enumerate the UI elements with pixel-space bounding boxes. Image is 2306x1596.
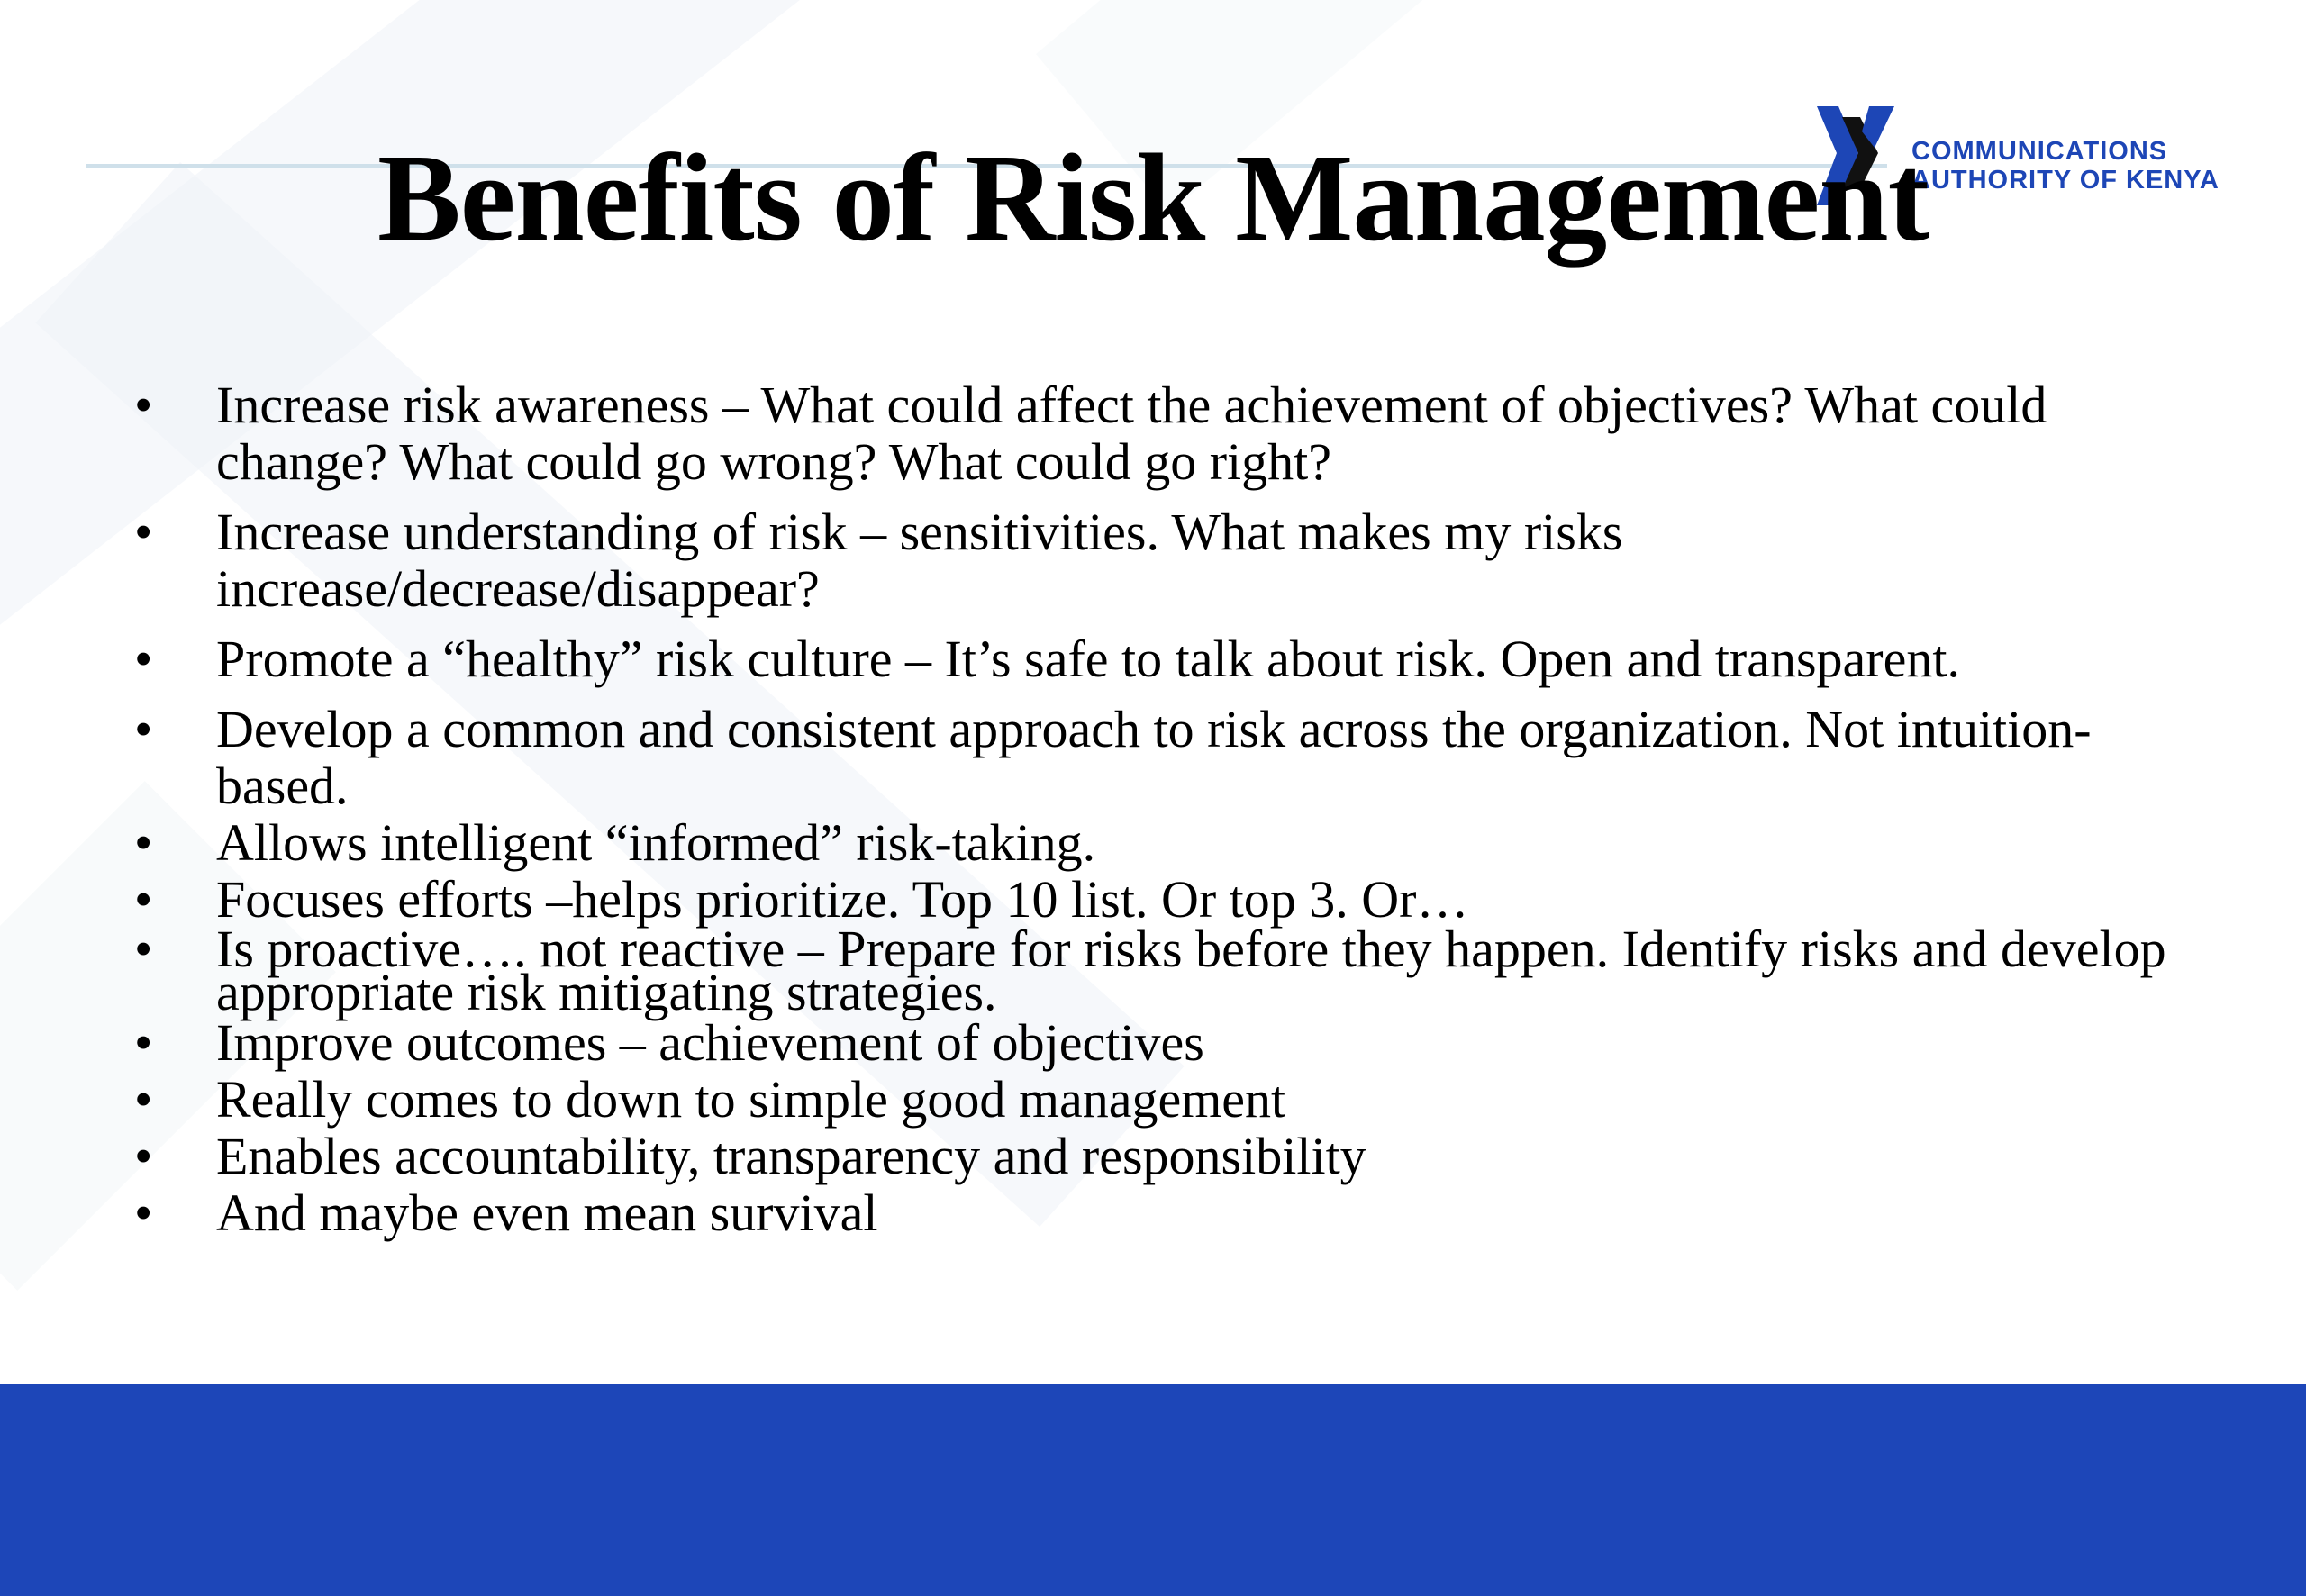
bullet-item <box>131 701 2184 814</box>
bullet-marker: • <box>134 700 153 758</box>
bullet-item <box>131 503 2184 617</box>
bullet-marker: • <box>134 1127 153 1185</box>
bullet-text: Really comes to down to simple good management <box>216 1070 1286 1129</box>
bullet-text: Increase risk awareness – What could affect the achievement of objectives? What could change? What could go wrong? What could go right? <box>216 376 2047 491</box>
bullet-text: Promote a “healthy” risk culture – It’s safe to talk about risk. Open and transparent. <box>216 630 1960 688</box>
bullet-item <box>131 1071 2184 1128</box>
bullet-text: Is proactive…. not reactive – Prepare for risks before they happen. Identify risks and develop appropriate risk mitigating strategies. <box>216 920 2166 1021</box>
slide-title: Benefits of Risk Management <box>377 129 1929 268</box>
bullet-item <box>131 1184 2184 1241</box>
bullet-marker: • <box>134 376 153 434</box>
bullet-marker: • <box>134 630 153 688</box>
bullet-item <box>131 1128 2184 1184</box>
bullet-text: Increase understanding of risk – sensitivities. What makes my risks increase/decrease/disappear? <box>216 503 1623 618</box>
bullet-marker: • <box>134 1013 153 1072</box>
bullet-marker: • <box>134 1183 153 1242</box>
bullet-text: Improve outcomes – achievement of objectives <box>216 1013 1204 1072</box>
bullet-text: Focuses efforts –helps prioritize. Top 10 list. Or top 3. Or… <box>216 870 1469 929</box>
logo-line-2: AUTHORITY OF KENYA <box>1911 166 2220 195</box>
bullet-item <box>131 920 2184 1021</box>
bullet-list <box>131 376 2184 1241</box>
bullet-item <box>131 376 2184 490</box>
bullet-marker: • <box>134 1070 153 1129</box>
bullet-item <box>131 630 2184 687</box>
bullet-text: Allows intelligent “informed” risk-taking. <box>216 813 1096 872</box>
bullet-text: And maybe even mean survival <box>216 1183 878 1242</box>
logo-line-1: COMMUNICATIONS <box>1911 137 2168 166</box>
bullet-text: Develop a common and consistent approach to risk across the organization. Not intuition-based. <box>216 700 2092 815</box>
bullet-marker: • <box>134 813 153 872</box>
bullet-marker: • <box>134 870 153 929</box>
bullet-marker: • <box>134 920 153 978</box>
bullet-text: Enables accountability, transparency and responsibility <box>216 1127 1366 1185</box>
bullet-item <box>131 814 2184 871</box>
footer-band <box>0 1384 2306 1596</box>
bullet-marker: • <box>134 503 153 561</box>
bullet-item <box>131 1014 2184 1071</box>
